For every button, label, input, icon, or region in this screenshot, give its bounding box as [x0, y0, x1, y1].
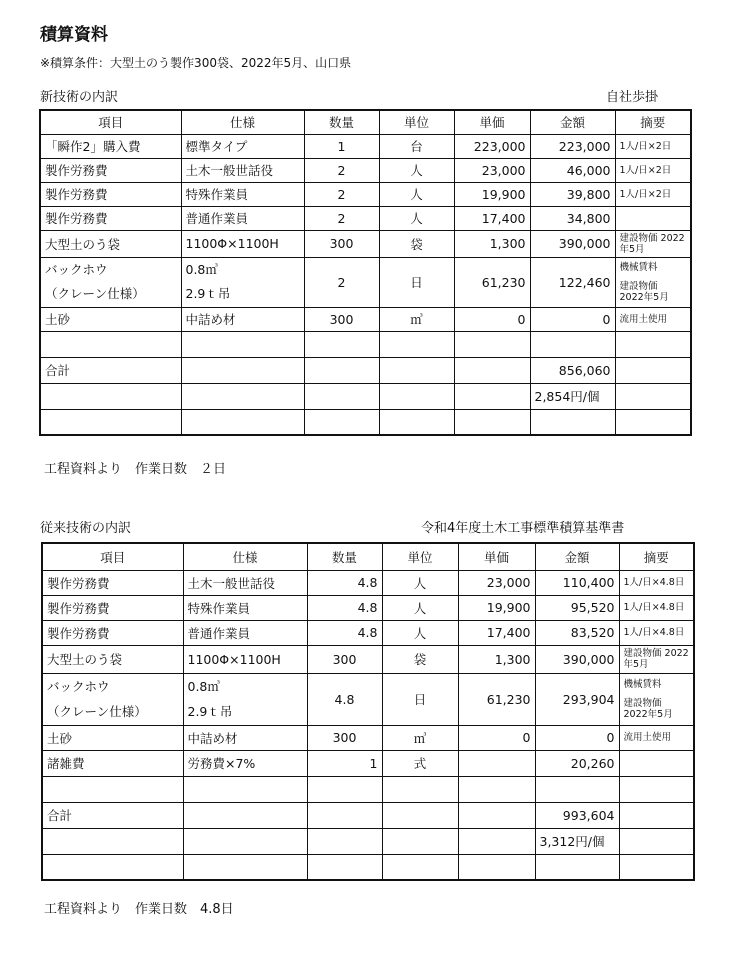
cell-item: 土砂 [42, 725, 183, 750]
cell-quantity: 300 [307, 645, 382, 673]
cell-unit: 人 [379, 206, 454, 230]
table-row [40, 307, 691, 331]
cell-item: 製作労務費 [42, 595, 183, 620]
table-row [42, 645, 694, 673]
cell-remarks [615, 206, 691, 230]
cell-item: 諸雑費 [42, 750, 183, 776]
cell-item: 「瞬作2」購入費 [40, 134, 181, 158]
cell-remarks: 1人/日×4.8日 [619, 570, 694, 595]
cell-item [42, 673, 183, 725]
header-item: 項目 [40, 110, 181, 134]
backhoe-bucket: 0.8㎥ [185, 262, 218, 277]
table-header-row [40, 110, 691, 134]
per-bag-row [42, 828, 694, 854]
table-row [42, 725, 694, 750]
new-section-source: 自社歩掛 [606, 90, 659, 105]
note-machine-rent: 機械賃料 [619, 261, 658, 273]
cell-remarks: 流用土使用 [619, 725, 694, 750]
cell-unit-price: 1,300 [454, 230, 530, 257]
cell-remarks: 建設物価 2022年5月 [619, 645, 694, 673]
new-work-days: 工程資料より 作業日数 ２日 [44, 462, 227, 477]
table-row [42, 750, 694, 776]
header-amount: 金額 [535, 543, 619, 570]
cell-unit-price: 23,000 [454, 158, 530, 182]
cell-amount: 293,904 [535, 673, 619, 725]
cell-quantity: 2 [304, 257, 379, 307]
cell-quantity: 4.8 [307, 620, 382, 645]
cell-quantity: 1 [307, 750, 382, 776]
cell-remarks: 1人/日×2日 [615, 182, 691, 206]
cell-unit-price: 1,300 [458, 645, 535, 673]
backhoe-bucket: 0.8㎥ [187, 679, 220, 694]
table-row [40, 182, 691, 206]
cell-spec: 1100Φ×1100H [183, 645, 307, 673]
cell-unit-price: 0 [458, 725, 535, 750]
cell-spec: 土木一般世話役 [183, 570, 307, 595]
cell-item: 製作労務費 [40, 206, 181, 230]
total-amount: 993,604 [535, 802, 619, 828]
cell-remarks [619, 673, 694, 725]
total-amount: 856,060 [530, 357, 615, 383]
cell-quantity: 4.8 [307, 673, 382, 725]
cell-amount: 95,520 [535, 595, 619, 620]
cell-quantity: 4.8 [307, 595, 382, 620]
conventional-cost-table [41, 542, 695, 881]
cell-spec: 1100Φ×1100H [181, 230, 304, 257]
per-bag-cost: 2,854円/個 [530, 383, 615, 409]
header-unit-price: 単価 [458, 543, 535, 570]
table-row [40, 134, 691, 158]
table-row [42, 595, 694, 620]
cell-amount: 20,260 [535, 750, 619, 776]
cell-amount: 83,520 [535, 620, 619, 645]
estimate-conditions: ※積算条件：大型土のう製作300袋、2022年5月、山口県 [40, 56, 352, 70]
empty-row [40, 331, 691, 357]
cell-spec: 標準タイプ [181, 134, 304, 158]
cell-item [40, 257, 181, 307]
note-date: 2022年5月 [623, 708, 673, 720]
cell-item: 大型土のう袋 [40, 230, 181, 257]
cell-amount: 390,000 [535, 645, 619, 673]
cell-amount: 122,460 [530, 257, 615, 307]
cell-unit: 台 [379, 134, 454, 158]
old-section-source: 令和4年度土木工事標準積算基準書 [421, 521, 625, 536]
table-row [42, 570, 694, 595]
cell-unit-price: 0 [454, 307, 530, 331]
backhoe-label: バックホウ [45, 262, 108, 277]
cell-amount: 46,000 [530, 158, 615, 182]
cell-item: 製作労務費 [42, 620, 183, 645]
backhoe-variant: （クレーン仕様） [47, 704, 147, 719]
header-remarks: 摘要 [619, 543, 694, 570]
cell-unit: 袋 [382, 645, 458, 673]
old-work-days: 工程資料より 作業日数 4.8日 [44, 902, 234, 917]
cell-spec: 土木一般世話役 [181, 158, 304, 182]
cell-amount: 34,800 [530, 206, 615, 230]
new-tech-cost-table [39, 109, 692, 436]
empty-row [40, 409, 691, 435]
table-row [40, 158, 691, 182]
cell-unit: 人 [379, 158, 454, 182]
cell-quantity: 300 [304, 230, 379, 257]
header-unit: 単位 [379, 110, 454, 134]
cell-unit: 人 [382, 620, 458, 645]
cell-unit-price: 61,230 [454, 257, 530, 307]
cell-quantity: 1 [304, 134, 379, 158]
cell-amount: 390,000 [530, 230, 615, 257]
table-row [42, 673, 694, 725]
cell-spec [181, 257, 304, 307]
cell-item: 製作労務費 [40, 158, 181, 182]
cell-quantity: 4.8 [307, 570, 382, 595]
header-quantity: 数量 [304, 110, 379, 134]
cell-amount: 223,000 [530, 134, 615, 158]
cell-unit-price: 223,000 [454, 134, 530, 158]
cell-unit: 日 [379, 257, 454, 307]
header-unit-price: 単価 [454, 110, 530, 134]
cell-unit: ㎥ [382, 725, 458, 750]
cell-remarks: 建設物価 2022年5月 [615, 230, 691, 257]
cell-spec: 普通作業員 [181, 206, 304, 230]
header-item: 項目 [42, 543, 183, 570]
cell-remarks: 1人/日×4.8日 [619, 595, 694, 620]
cell-unit: 式 [382, 750, 458, 776]
header-quantity: 数量 [307, 543, 382, 570]
cell-item: 製作労務費 [42, 570, 183, 595]
cell-item: 製作労務費 [40, 182, 181, 206]
total-row [42, 802, 694, 828]
cell-amount: 0 [530, 307, 615, 331]
table-row [40, 257, 691, 307]
total-row [40, 357, 691, 383]
note-source: 建設物価 [623, 697, 662, 709]
header-remarks: 摘要 [615, 110, 691, 134]
cell-amount: 110,400 [535, 570, 619, 595]
table-row [40, 230, 691, 257]
cell-unit: 人 [382, 595, 458, 620]
backhoe-label: バックホウ [47, 679, 110, 694]
cell-spec: 労務費×7% [183, 750, 307, 776]
cell-unit-price: 23,000 [458, 570, 535, 595]
cell-spec: 特殊作業員 [181, 182, 304, 206]
per-bag-cost: 3,312円/個 [535, 828, 619, 854]
cell-unit-price: 17,400 [458, 620, 535, 645]
cell-spec: 普通作業員 [183, 620, 307, 645]
cell-unit: ㎥ [379, 307, 454, 331]
cell-unit: 日 [382, 673, 458, 725]
cell-quantity: 300 [307, 725, 382, 750]
header-spec: 仕様 [183, 543, 307, 570]
cell-remarks: 1人/日×2日 [615, 134, 691, 158]
total-label: 合計 [42, 802, 183, 828]
old-section-label: 従来技術の内訳 [40, 521, 132, 536]
cell-spec: 中詰め材 [181, 307, 304, 331]
cell-spec [183, 673, 307, 725]
empty-row [42, 854, 694, 880]
empty-row [42, 776, 694, 802]
cell-remarks: 1人/日×4.8日 [619, 620, 694, 645]
cell-quantity: 2 [304, 158, 379, 182]
note-machine-rent: 機械賃料 [623, 678, 662, 690]
header-unit: 単位 [382, 543, 458, 570]
header-amount: 金額 [530, 110, 615, 134]
cell-unit-price: 19,900 [458, 595, 535, 620]
cell-spec: 特殊作業員 [183, 595, 307, 620]
cell-quantity: 2 [304, 182, 379, 206]
table-row [42, 620, 694, 645]
cell-item: 土砂 [40, 307, 181, 331]
cell-unit: 人 [382, 570, 458, 595]
cell-amount: 39,800 [530, 182, 615, 206]
document-title: 積算資料 [40, 25, 108, 45]
per-bag-row [40, 383, 691, 409]
new-section-label: 新技術の内訳 [40, 90, 119, 105]
header-spec: 仕様 [181, 110, 304, 134]
cell-unit-price: 19,900 [454, 182, 530, 206]
table-header-row [42, 543, 694, 570]
backhoe-variant: （クレーン仕様） [45, 286, 145, 301]
cell-amount: 0 [535, 725, 619, 750]
backhoe-capacity: 2.9ｔ吊 [187, 704, 233, 719]
cell-unit: 人 [379, 182, 454, 206]
cell-quantity: 300 [304, 307, 379, 331]
note-source: 建設物価 [619, 280, 658, 292]
backhoe-capacity: 2.9ｔ吊 [185, 286, 231, 301]
table-row [40, 206, 691, 230]
cell-remarks [615, 257, 691, 307]
total-label: 合計 [40, 357, 181, 383]
cell-remarks: 1人/日×2日 [615, 158, 691, 182]
cell-unit: 袋 [379, 230, 454, 257]
cell-spec: 中詰め材 [183, 725, 307, 750]
cell-unit-price: 17,400 [454, 206, 530, 230]
note-date: 2022年5月 [619, 291, 669, 303]
cell-quantity: 2 [304, 206, 379, 230]
cell-unit-price: 61,230 [458, 673, 535, 725]
cell-remarks: 流用土使用 [615, 307, 691, 331]
cell-item: 大型土のう袋 [42, 645, 183, 673]
